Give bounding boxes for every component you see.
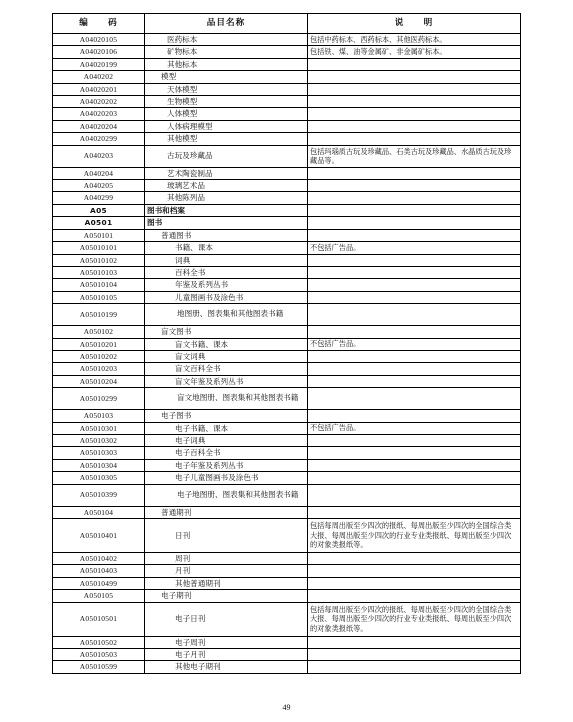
item-description <box>308 636 521 648</box>
item-name: 盲文百科全书 <box>145 363 308 375</box>
table-row <box>53 242 521 254</box>
table-row <box>53 363 521 375</box>
table-row <box>53 565 521 577</box>
table-row <box>53 577 521 589</box>
table-row <box>53 506 521 518</box>
item-code: A05010499 <box>53 577 145 589</box>
item-description <box>308 459 521 471</box>
item-name: 盲文书籍、课本 <box>145 338 308 350</box>
table-row <box>53 388 521 410</box>
item-description <box>308 58 521 70</box>
item-name: 电子书籍、课本 <box>145 422 308 434</box>
item-description <box>308 83 521 95</box>
table-body <box>53 34 521 674</box>
item-description <box>308 363 521 375</box>
item-description <box>308 304 521 326</box>
item-code: A05010199 <box>53 304 145 326</box>
item-name: 百科全书 <box>145 266 308 278</box>
item-name: 古玩及珍藏品 <box>145 145 308 167</box>
page-number: 49 <box>282 703 291 712</box>
item-name: 盲文地图册、图表集和其他图表书籍 <box>145 388 308 410</box>
item-code: A05010202 <box>53 350 145 362</box>
item-name: 矿物标本 <box>145 46 308 58</box>
table-row <box>53 459 521 471</box>
item-description <box>308 506 521 518</box>
item-code: A050103 <box>53 410 145 422</box>
item-description <box>308 120 521 132</box>
table-row <box>53 254 521 266</box>
item-code: A040202 <box>53 71 145 83</box>
table-row <box>53 71 521 83</box>
table-row <box>53 602 521 636</box>
item-description <box>308 108 521 120</box>
item-name: 儿童图画书及涂色书 <box>145 291 308 303</box>
item-code: A05010304 <box>53 459 145 471</box>
item-name: 盲文词典 <box>145 350 308 362</box>
item-code: A05010403 <box>53 565 145 577</box>
table-row <box>53 350 521 362</box>
item-description <box>308 388 521 410</box>
table-row <box>53 133 521 145</box>
table-row <box>53 410 521 422</box>
item-name: 年鉴及系列丛书 <box>145 279 308 291</box>
item-name: 其他普通期刊 <box>145 577 308 589</box>
item-description: 不包括广告品。 <box>308 338 521 350</box>
item-description <box>308 434 521 446</box>
item-name: 玻璃艺术品 <box>145 180 308 192</box>
item-description <box>308 291 521 303</box>
item-description <box>308 484 521 506</box>
item-name: 电子词典 <box>145 434 308 446</box>
item-description <box>308 326 521 338</box>
item-description <box>308 649 521 661</box>
table-row <box>53 291 521 303</box>
item-name: 日刊 <box>145 519 308 553</box>
table-row <box>53 590 521 602</box>
item-name: 人体病理模型 <box>145 120 308 132</box>
table-row <box>53 229 521 241</box>
item-name: 电子图书 <box>145 410 308 422</box>
item-description <box>308 577 521 589</box>
item-description <box>308 71 521 83</box>
table-row <box>53 145 521 167</box>
item-code: A04020105 <box>53 34 145 46</box>
table-row <box>53 180 521 192</box>
table-row <box>53 192 521 204</box>
table-row <box>53 96 521 108</box>
item-name: 电子百科全书 <box>145 447 308 459</box>
item-name: 电子地图册、图表集和其他图表书籍 <box>145 484 308 506</box>
item-description <box>308 472 521 484</box>
item-description <box>308 279 521 291</box>
item-description <box>308 553 521 565</box>
item-description: 包括铁、煤、油等金属矿、非金属矿标本。 <box>308 46 521 58</box>
item-name: 普通期刊 <box>145 506 308 518</box>
item-code: A0501 <box>53 217 145 229</box>
item-description <box>308 350 521 362</box>
header-name: 品目名称 <box>145 14 308 34</box>
table-row <box>53 649 521 661</box>
item-name: 地图册、图表集和其他图表书籍 <box>145 304 308 326</box>
item-name: 盲文图书 <box>145 326 308 338</box>
item-code: A04020199 <box>53 58 145 70</box>
table-row <box>53 58 521 70</box>
item-name: 图书和档案 <box>145 204 308 216</box>
table-row <box>53 472 521 484</box>
item-name: 电子期刊 <box>145 590 308 602</box>
item-description <box>308 590 521 602</box>
item-code: A050101 <box>53 229 145 241</box>
table-row <box>53 326 521 338</box>
item-description <box>308 254 521 266</box>
item-code: A05010299 <box>53 388 145 410</box>
item-code: A04020202 <box>53 96 145 108</box>
table-row <box>53 46 521 58</box>
item-name: 其他电子期刊 <box>145 661 308 673</box>
item-code: A050102 <box>53 326 145 338</box>
item-code: A04020106 <box>53 46 145 58</box>
item-description <box>308 96 521 108</box>
item-name: 词典 <box>145 254 308 266</box>
table-row <box>53 636 521 648</box>
item-description <box>308 217 521 229</box>
item-code: A05010303 <box>53 447 145 459</box>
table-row <box>53 338 521 350</box>
item-code: A05010104 <box>53 279 145 291</box>
item-code: A04020201 <box>53 83 145 95</box>
item-name: 模型 <box>145 71 308 83</box>
item-code: A05010402 <box>53 553 145 565</box>
item-description: 包括中药标本、西药标本、其他医药标本。 <box>308 34 521 46</box>
item-description <box>308 661 521 673</box>
item-name: 生物模型 <box>145 96 308 108</box>
item-name: 艺术陶瓷制品 <box>145 167 308 179</box>
item-code: A040299 <box>53 192 145 204</box>
table-row <box>53 553 521 565</box>
table-row <box>53 375 521 387</box>
table-row <box>53 447 521 459</box>
item-name: 周刊 <box>145 553 308 565</box>
item-description <box>308 229 521 241</box>
table-row <box>53 83 521 95</box>
table-row <box>53 484 521 506</box>
item-name: 其他模型 <box>145 133 308 145</box>
item-code: A05010302 <box>53 434 145 446</box>
item-description: 不包括广告品。 <box>308 242 521 254</box>
item-name: 电子周刊 <box>145 636 308 648</box>
item-description <box>308 375 521 387</box>
table-header-row <box>53 14 521 34</box>
item-code: A05010102 <box>53 254 145 266</box>
table-row <box>53 519 521 553</box>
item-code: A05010401 <box>53 519 145 553</box>
item-code: A05010201 <box>53 338 145 350</box>
item-description <box>308 447 521 459</box>
item-description <box>308 167 521 179</box>
catalog-table <box>52 13 521 674</box>
item-name: 其他陈列品 <box>145 192 308 204</box>
item-code: A05010301 <box>53 422 145 434</box>
item-name: 月刊 <box>145 565 308 577</box>
item-description <box>308 180 521 192</box>
table-row <box>53 304 521 326</box>
item-code: A05010502 <box>53 636 145 648</box>
item-code: A05010501 <box>53 602 145 636</box>
item-description: 包括每周出版至少四次的报纸、每周出版至少四次的全国综合类大报、每周出版至少四次的行业专业类报纸、每周出版至少四次的对象类报纸等。 <box>308 602 521 636</box>
item-description: 不包括广告品。 <box>308 422 521 434</box>
item-code: A05010599 <box>53 661 145 673</box>
item-description <box>308 204 521 216</box>
table-row <box>53 279 521 291</box>
header-desc: 说 明 <box>308 14 521 34</box>
table-row <box>53 108 521 120</box>
header-code: 编 码 <box>53 14 145 34</box>
item-name: 电子月刊 <box>145 649 308 661</box>
item-name: 电子年鉴及系列丛书 <box>145 459 308 471</box>
item-description <box>308 266 521 278</box>
item-name: 普通图书 <box>145 229 308 241</box>
table-row <box>53 266 521 278</box>
item-description <box>308 133 521 145</box>
item-name: 书籍、课本 <box>145 242 308 254</box>
table-row <box>53 167 521 179</box>
item-name: 人体模型 <box>145 108 308 120</box>
item-code: A05010204 <box>53 375 145 387</box>
item-description <box>308 410 521 422</box>
item-description: 包括玛瑙质古玩及珍藏品、石类古玩及珍藏品、水晶质古玩及珍藏品等。 <box>308 145 521 167</box>
table-row <box>53 34 521 46</box>
item-code: A05010105 <box>53 291 145 303</box>
item-name: 天体模型 <box>145 83 308 95</box>
item-code: A050105 <box>53 590 145 602</box>
table-row <box>53 217 521 229</box>
item-description <box>308 565 521 577</box>
item-code: A040205 <box>53 180 145 192</box>
item-code: A05010103 <box>53 266 145 278</box>
table-row <box>53 422 521 434</box>
item-name: 医药标本 <box>145 34 308 46</box>
table-row <box>53 661 521 673</box>
item-code: A05 <box>53 204 145 216</box>
item-description: 包括每周出版至少四次的报纸、每周出版至少四次的全国综合类大报、每周出版至少四次的行业专业类报纸、每周出版至少四次的对象类报纸等。 <box>308 519 521 553</box>
item-code: A04020204 <box>53 120 145 132</box>
item-code: A04020203 <box>53 108 145 120</box>
item-description <box>308 192 521 204</box>
item-name: 电子儿童图画书及涂色书 <box>145 472 308 484</box>
item-name: 电子日刊 <box>145 602 308 636</box>
item-name: 其他标本 <box>145 58 308 70</box>
table-row <box>53 120 521 132</box>
item-code: A040203 <box>53 145 145 167</box>
item-code: A050104 <box>53 506 145 518</box>
table-row <box>53 204 521 216</box>
item-code: A05010101 <box>53 242 145 254</box>
item-code: A05010305 <box>53 472 145 484</box>
item-code: A040204 <box>53 167 145 179</box>
item-code: A05010203 <box>53 363 145 375</box>
item-name: 图书 <box>145 217 308 229</box>
item-code: A05010503 <box>53 649 145 661</box>
item-code: A04020299 <box>53 133 145 145</box>
item-name: 盲文年鉴及系列丛书 <box>145 375 308 387</box>
item-code: A05010399 <box>53 484 145 506</box>
table-row <box>53 434 521 446</box>
